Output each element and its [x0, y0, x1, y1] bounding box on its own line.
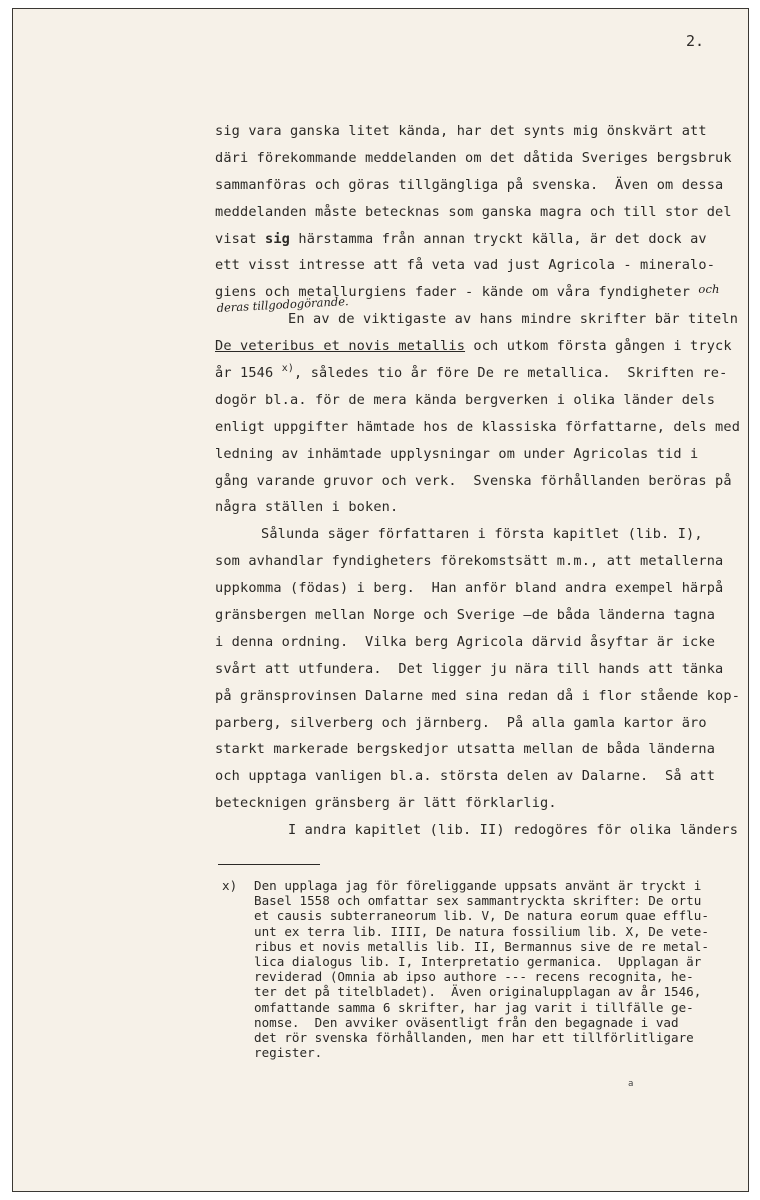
text-line: gränsbergen mellan Norge och Sverige —de båda länderna tagna — [215, 607, 716, 624]
text-line: däri förekommande meddelanden om det dåtida Sveriges bergsbruk — [215, 149, 732, 166]
text-line: år 1546 $^{x)}$, således tio år före De re metallica. Skriften re- — [215, 363, 728, 382]
text-line: ett visst intresse att få veta vad just Agricola - mineralo- — [215, 257, 716, 274]
text-line: I andra kapitlet (lib. II) redogöres för olika länders — [288, 822, 739, 839]
footnote-line: register. — [254, 1045, 323, 1061]
text-line: enligt uppgifter hämtade hos de klassiska författarne, dels med — [215, 418, 741, 435]
text-line: uppkomma (födas) i berg. Han anför bland andra exempel härpå — [215, 580, 724, 597]
text-line: som avhandlar fyndigheters förekomstsätt m.m., att metallerna — [215, 553, 724, 570]
text-line: i denna ordning. Vilka berg Agricola därvid åsyftar är icke — [215, 633, 716, 650]
handwritten-note: deras tillgodogörande. — [216, 294, 349, 315]
footnote-body — [254, 878, 744, 1060]
footnote-line: reviderad (Omnia ab ipso authore --- recens recognita, he- — [254, 969, 694, 985]
text-line: visat sig härstamma från annan tryckt källa, är det dock av — [215, 230, 707, 247]
handwritten-insert: och — [698, 282, 720, 297]
text-line: betecknigen gränsberg är lätt förklarlig. — [215, 795, 557, 812]
text-line: några ställen i boken. — [215, 499, 399, 516]
text-line: En av de viktigaste av hans mindre skrifter bär titeln — [288, 311, 739, 328]
text-line: på gränsprovinsen Dalarne med sina redan då i flor stående kop- — [215, 687, 741, 704]
footnote-line: Den upplaga jag för föreliggande uppsats använt är tryckt i — [254, 878, 702, 893]
text-line: De veteribus et novis metallis och utkom första gången i tryck — [215, 338, 732, 355]
footnote-line: nomse. Den avviker oväsentligt från den begagnade i vad — [254, 1014, 679, 1030]
text-line: och upptaga vanligen bl.a. största delen av Dalarne. Så att — [215, 768, 716, 785]
work-title: De veteribus et novis metallis — [215, 338, 466, 355]
text-line: giens och metallurgiens fader - kände om våra fyndigheter $^{och}$ — [215, 282, 720, 301]
text-line: starkt markerade bergskedjor utsatta mellan de båda länderna — [215, 741, 716, 758]
overstruck-word: sig — [265, 230, 291, 247]
page-number: 2. — [686, 32, 705, 50]
footnote-line: Basel 1558 och omfattar sex sammantryckta skrifter: De ortu — [254, 893, 702, 909]
text-line: Sålunda säger författaren i första kapitlet (lib. I), — [261, 526, 703, 543]
body-text — [215, 118, 741, 844]
text-line: meddelanden måste betecknas som ganska magra och till stor del — [215, 203, 732, 220]
text-line: sig vara ganska litet kända, har det synts mig önskvärt att — [215, 123, 707, 139]
footnote-separator — [218, 864, 320, 865]
text-line: gång varande gruvor och verk. Svenska förhållanden beröras på — [215, 472, 732, 489]
footnote-marker: x) — [222, 878, 238, 893]
text-line: dogör bl.a. för de mera kända bergverken i olika länder dels — [215, 391, 716, 408]
text-line: ledning av inhämtade upplysningar om under Agricolas tid i — [215, 445, 699, 462]
text-line: sammanföras och göras tillgängliga på svenska. Även om dessa — [215, 176, 724, 193]
footnote-reference: x) — [281, 363, 295, 375]
text-line: parberg, silverberg och järnberg. På alla gamla kartor äro — [215, 714, 707, 731]
footnote-line: unt ex terra lib. IIII, De natura fossilium lib. X, De vete- — [254, 923, 709, 939]
footnote-line: et causis subterraneorum lib. V, De natura eorum quae efflu- — [254, 908, 709, 924]
footnote-line: ter det på titelbladet). Även originalupplagan av år 1546, — [254, 984, 702, 1000]
footnote-line: det rör svenska förhållanden, men har ett tillförlitligare — [254, 1029, 694, 1045]
footnote-line: omfattande samma 6 skrifter, har jag varit i tillfälle ge- — [254, 999, 694, 1015]
text-line: svårt att utfundera. Det ligger ju nära till hands att tänka — [215, 660, 724, 677]
bottom-mark: a — [628, 1079, 634, 1089]
footnote-line: lica dialogus lib. I, Interpretatio germanica. Upplagan är — [254, 953, 702, 969]
footnote-line: ribus et novis metallis lib. II, Bermannus sive de re metal- — [254, 938, 709, 954]
